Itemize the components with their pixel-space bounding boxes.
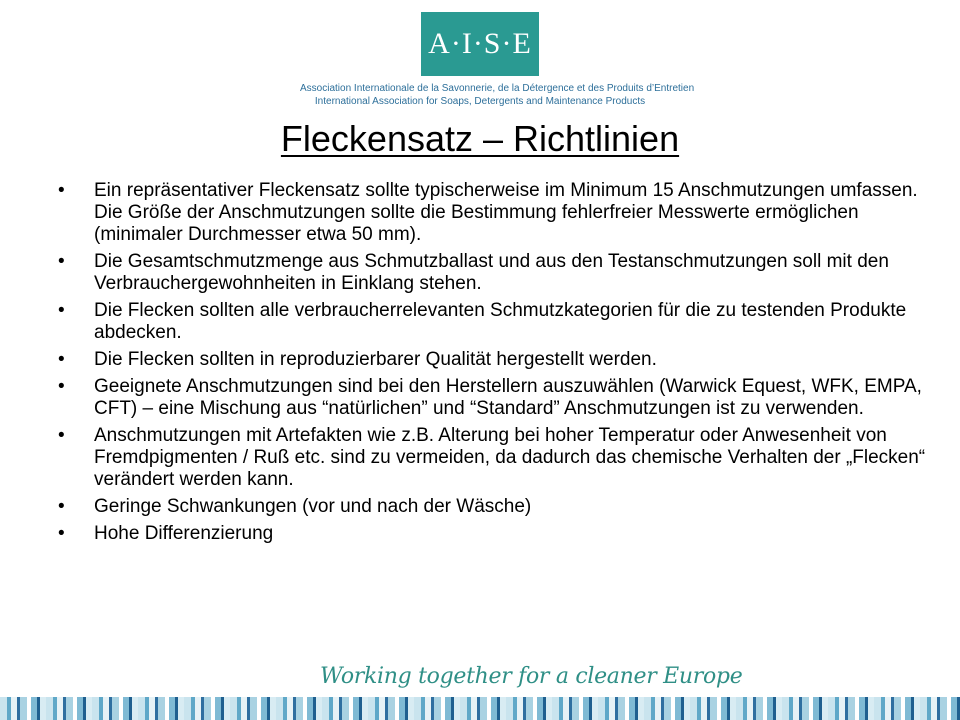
aise-logo-box bbox=[421, 12, 539, 76]
aise-logo bbox=[300, 6, 695, 108]
bullet-item: • Die Gesamtschmutzmenge aus Schmutzballast und aus den Testanschmutzungen soll mit den Verbrauchergewohnheiten in Einklang stehen. bbox=[58, 251, 948, 295]
bullet-item: • Die Flecken sollten alle verbraucherrelevanten Schmutzkategorien für die zu testenden Produkte abdecken. bbox=[58, 300, 948, 344]
bullet-item: • Ein repräsentativer Fleckensatz sollte typischerweise im Minimum 15 Anschmutzungen umfassen. Die Größe der Anschmutzungen sollte die Bestimmung fehlerfreier Messwerte ermöglichen (minimaler Durchmesser etwa 50 mm). bbox=[58, 180, 948, 246]
slide-title-text: Fleckensatz – Richtlinien bbox=[280, 118, 680, 159]
bullet-item: • Hohe Differenzierung bbox=[58, 523, 948, 545]
association-name-en: International Association for Soaps, Detergents and Maintenance Products bbox=[314, 96, 646, 107]
footer-stripes-decoration bbox=[0, 697, 960, 720]
bullet-item: • Geeignete Anschmutzungen sind bei den Herstellern auszuwählen (Warwick Equest, WFK, EMPA, CFT) – eine Mischung aus “natürlichen” und “Standard” Anschmutzungen ist zu verwenden. bbox=[58, 376, 948, 420]
association-name-fr: Association Internationale de la Savonnerie, de la Détergence et des Produits d’Entretien bbox=[300, 83, 695, 94]
bullet-list bbox=[58, 180, 948, 550]
aise-logo-text: A·I·S·E bbox=[428, 27, 532, 60]
bullet-item: • Geringe Schwankungen (vor und nach der Wäsche) bbox=[58, 496, 948, 518]
footer-tagline: Working together for a cleaner Europe bbox=[320, 664, 743, 689]
bullet-item: • Anschmutzungen mit Artefakten wie z.B. Alterung bei hoher Temperatur oder Anwesenheit von Fremdpigmenten / Ruß etc. sind zu vermeiden, da dadurch das chemische Verhalten der „Flecken“ verändert werden kann. bbox=[58, 425, 948, 491]
slide-title bbox=[0, 118, 960, 160]
bullet-item: • Die Flecken sollten in reproduzierbarer Qualität hergestellt werden. bbox=[58, 349, 948, 371]
